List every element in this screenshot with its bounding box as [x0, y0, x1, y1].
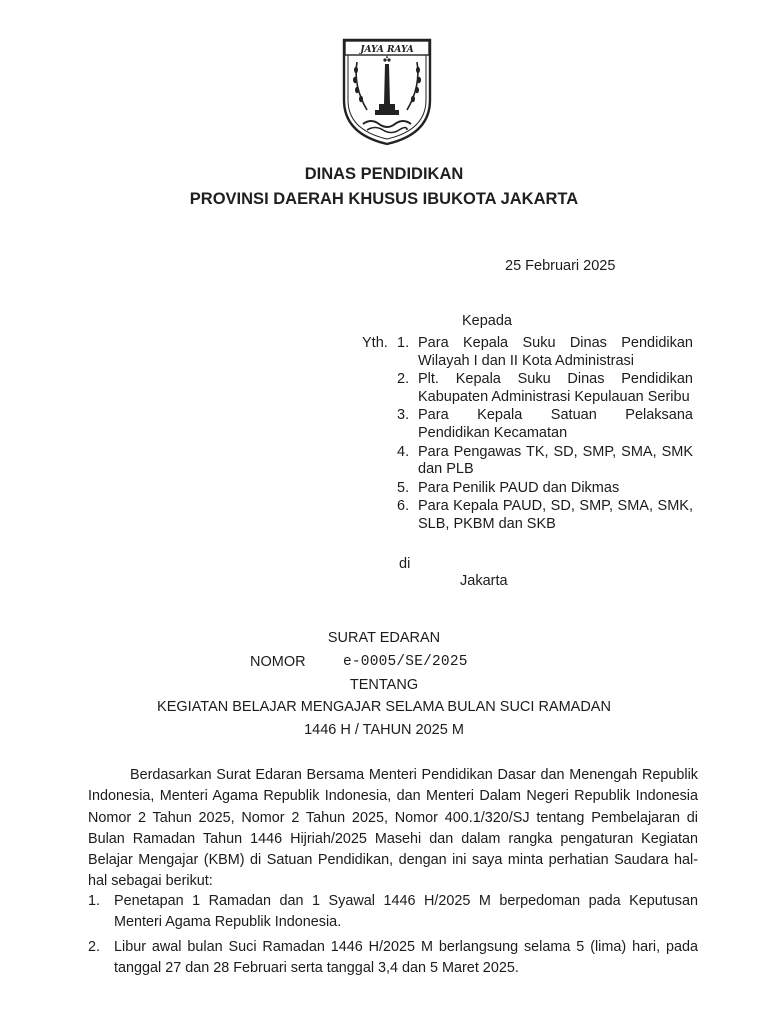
list-item-text: Penetapan 1 Ramadan dan 1 Syawal 1446 H/2025 M berpedoman pada Keputusan Menteri Agama Republik Indonesia. [114, 893, 698, 931]
letter-date: 25 Februari 2025 [505, 258, 616, 274]
letter-number-label: NOMOR [250, 654, 306, 670]
recipient-city: Jakarta [460, 573, 508, 589]
list-item-number: 1. [397, 335, 410, 351]
letter-subject: KEGIATAN BELAJAR MENGAJAR SELAMA BULAN SUCI RAMADAN [157, 699, 611, 715]
list-item-text: Para Penilik PAUD dan Dikmas [418, 479, 620, 496]
list-item-text: Para Pengawas TK, SD, SMP, SMA, SMK dan PLB [418, 443, 693, 478]
letter-about-label: TENTANG [349, 677, 419, 693]
list-item [397, 498, 693, 533]
logo-motto: JAYA RAYA [360, 45, 414, 55]
list-item [397, 480, 693, 498]
list-item-text: Plt. Kepala Suku Dinas Pendidikan Kabupaten Administrasi Kepulauan Seribu [418, 371, 693, 405]
list-item [397, 407, 693, 442]
list-item-number: 2. [88, 938, 101, 955]
list-item-text: Para Kepala Satuan Pelaksana Pendidikan Kecamatan [418, 407, 693, 441]
agency-province: PROVINSI DAERAH KHUSUS IBUKOTA JAKARTA [189, 190, 579, 208]
list-item [88, 891, 698, 934]
recipient-salutation: Yth. [362, 335, 388, 351]
letter-subject-year: 1446 H / TAHUN 2025 M [304, 722, 464, 738]
list-item-text: Para Kepala Suku Dinas Pendidikan Wilayah I dan II Kota Administrasi [418, 335, 693, 369]
list-item-number: 6. [397, 498, 410, 515]
list-item [88, 937, 698, 980]
jakarta-coat-of-arms-icon [341, 38, 433, 146]
list-item-number: 4. [397, 443, 410, 460]
letter-number-value: e-0005/SE/2025 [343, 654, 468, 670]
body-paragraph: Berdasarkan Surat Edaran Bersama Menteri Pendidikan Dasar dan Menengah Republik Indonesia, Menteri Agama Republik Indonesia, dan Menteri Dalam Negeri Republik Indonesia Nomor 2 Tahun 2025, Nomor 2 Tahun 2025, Nomor 400.1/320/SJ tentang Pembelajaran di Bulan Ramadan Tahun 1446 Hijriah/2025 Masehi dan dalam rangka pengaturan Kegiatan Belajar Mengajar (KBM) di Satuan Pendidikan, dengan ini saya minta perhatian Saudara hal-hal sebagai berikut: [88, 767, 698, 890]
body-points-list [88, 891, 698, 982]
list-item-text: Libur awal bulan Suci Ramadan 1446 H/2025 M berlangsung selama 5 (lima) hari, pada tanggal 27 dan 28 Februari serta tanggal 3,4 dan 5 Maret 2025. [114, 938, 698, 976]
recipient-intro: Kepada [462, 313, 512, 329]
recipient-list [397, 335, 693, 535]
list-item [397, 444, 693, 479]
list-item-number: 2. [397, 371, 410, 388]
recipient-location-prefix: di [399, 556, 411, 572]
list-item-text: Para Kepala PAUD, SD, SMP, SMA, SMK, SLB, PKBM dan SKB [418, 498, 693, 532]
list-item [397, 335, 693, 370]
list-item [397, 371, 693, 406]
agency-name: DINAS PENDIDIKAN [304, 165, 464, 183]
letter-type: SURAT EDARAN [327, 630, 441, 646]
list-item-number: 3. [397, 407, 410, 424]
list-item-number: 5. [397, 479, 410, 496]
list-item-number: 1. [88, 893, 101, 909]
